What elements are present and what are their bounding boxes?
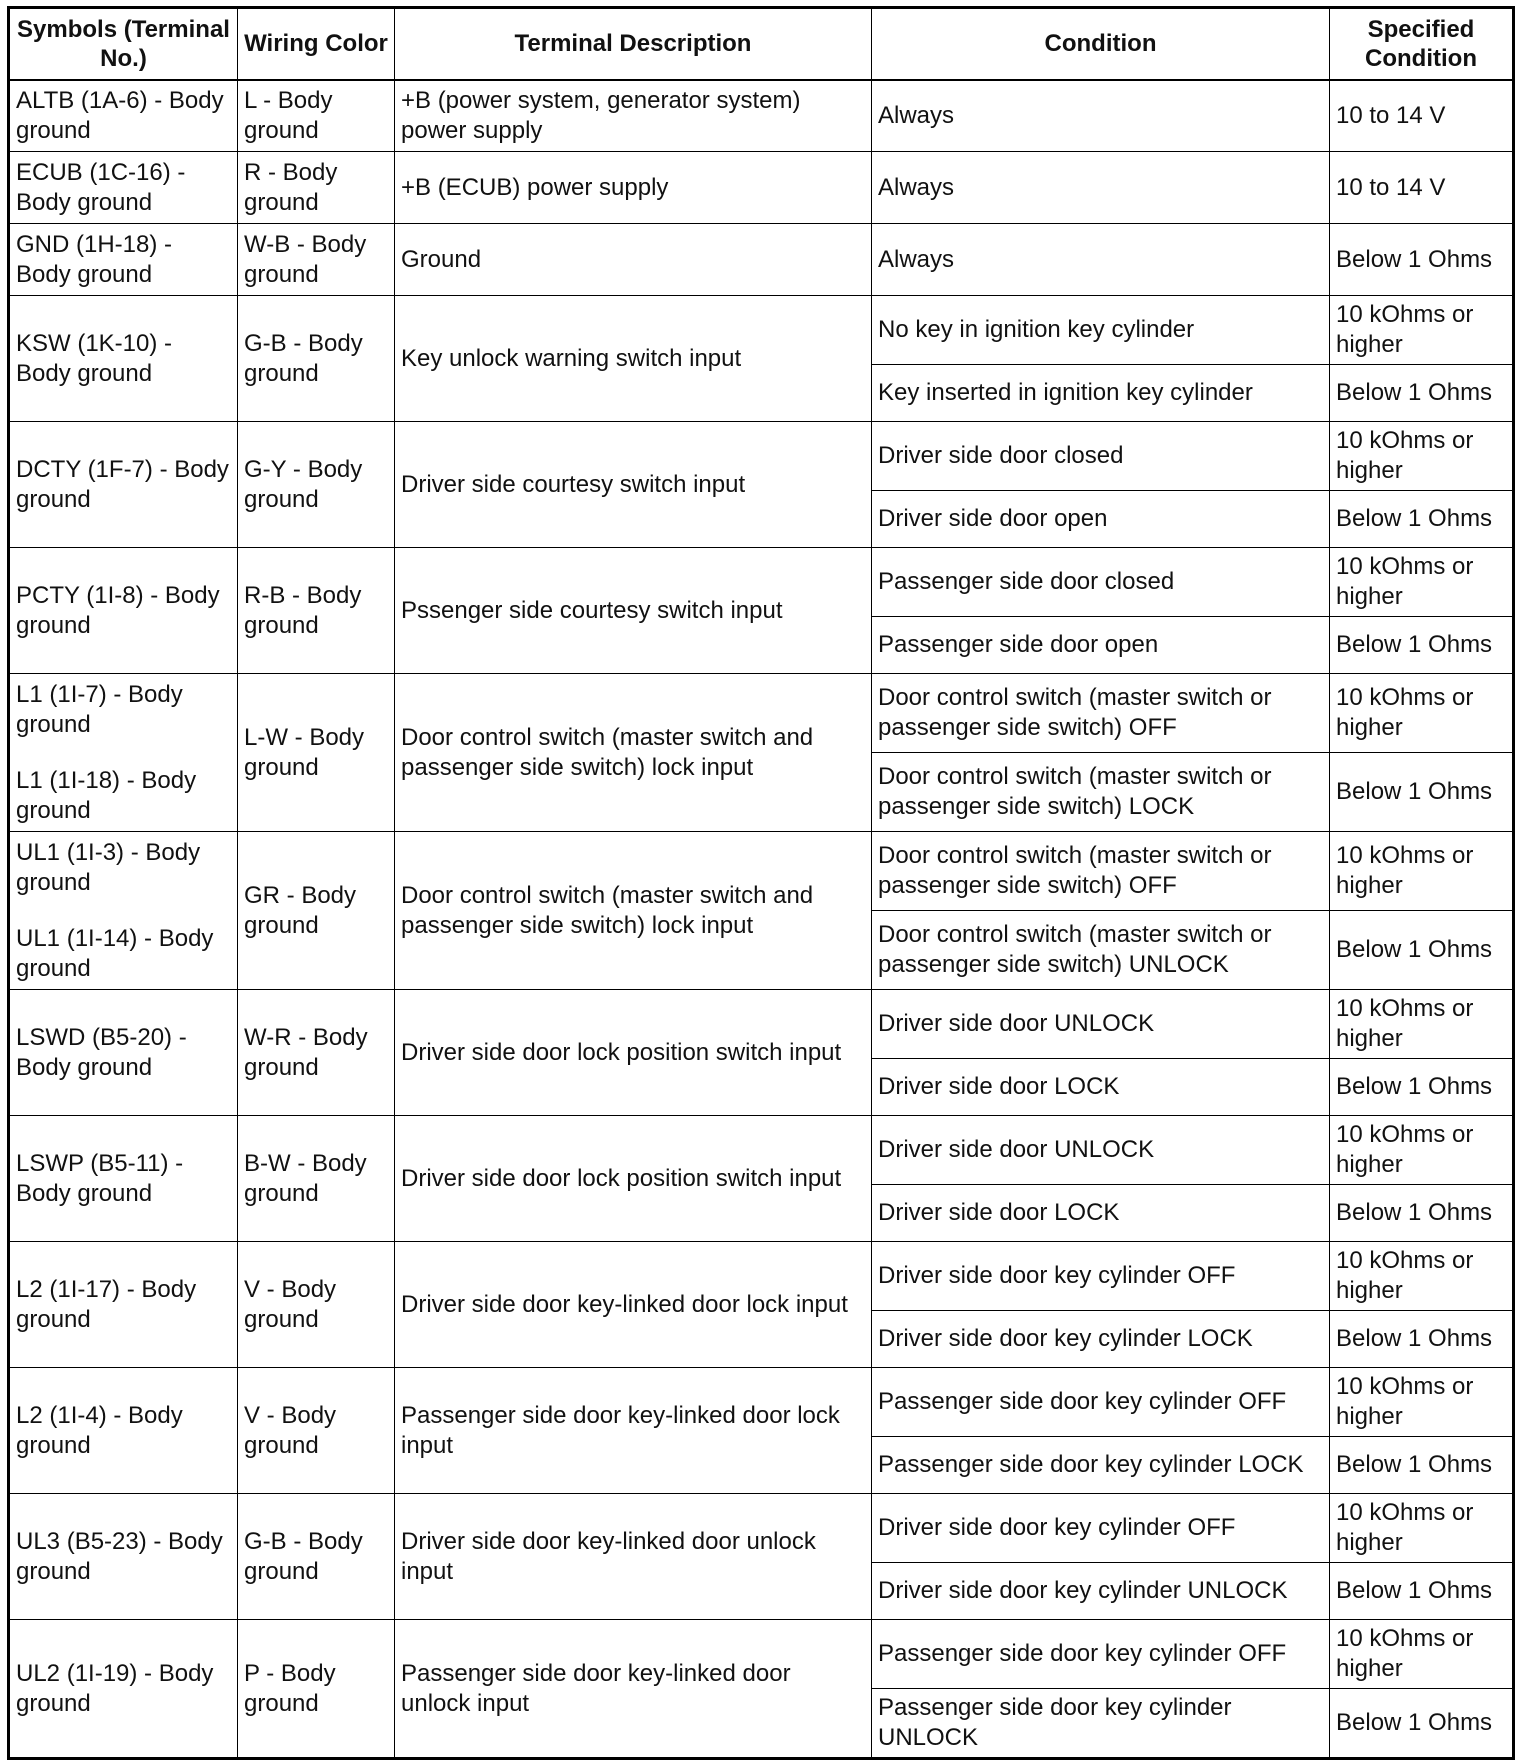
symbol-terminal: L2 (1I-4) - Body ground bbox=[16, 1401, 183, 1459]
symbol-terminal: KSW (1K-10) - Body ground bbox=[16, 329, 173, 387]
cell-wiring-color: R - Body ground bbox=[238, 152, 395, 224]
cell-terminal-description: Door control switch (master switch and passenger side switch) lock input bbox=[395, 674, 872, 832]
cell-condition: Driver side door UNLOCK bbox=[872, 1116, 1330, 1185]
cell-condition: Always bbox=[872, 80, 1330, 152]
header-wiring-color: Wiring Color bbox=[238, 8, 395, 80]
cell-terminal-description: Door control switch (master switch and passenger side switch) lock input bbox=[395, 832, 872, 990]
cell-specified-condition: 10 kOhms or higher bbox=[1330, 990, 1514, 1059]
cell-condition: Driver side door closed bbox=[872, 422, 1330, 491]
table-row bbox=[9, 1494, 1514, 1563]
symbol-terminal: L1 (1I-7) - Body ground bbox=[16, 680, 183, 738]
cell-specified-condition: 10 kOhms or higher bbox=[1330, 296, 1514, 365]
cell-condition: Passenger side door key cylinder LOCK bbox=[872, 1437, 1330, 1494]
header-condition: Condition bbox=[872, 8, 1330, 80]
cell-wiring-color: W-B - Body ground bbox=[238, 224, 395, 296]
cell-specified-condition: 10 kOhms or higher bbox=[1330, 1368, 1514, 1437]
cell-specified-condition: Below 1 Ohms bbox=[1330, 753, 1514, 832]
cell-specified-condition: Below 1 Ohms bbox=[1330, 1059, 1514, 1116]
cell-specified-condition: 10 kOhms or higher bbox=[1330, 1242, 1514, 1311]
header-terminal-description: Terminal Description bbox=[395, 8, 872, 80]
cell-symbols bbox=[9, 1368, 238, 1494]
cell-symbols bbox=[9, 1620, 238, 1759]
header-row bbox=[9, 8, 1514, 80]
cell-terminal-description: Passenger side door key-linked door lock input bbox=[395, 1368, 872, 1494]
cell-specified-condition: 10 to 14 V bbox=[1330, 152, 1514, 224]
cell-terminal-description: +B (power system, generator system) power supply bbox=[395, 80, 872, 152]
symbol-terminal: L2 (1I-17) - Body ground bbox=[16, 1275, 197, 1333]
symbol-terminal: PCTY (1I-8) - Body ground bbox=[16, 581, 220, 639]
cell-specified-condition: 10 kOhms or higher bbox=[1330, 422, 1514, 491]
cell-terminal-description: Driver side door lock position switch input bbox=[395, 1116, 872, 1242]
cell-symbols bbox=[9, 548, 238, 674]
symbol-terminal: L1 (1I-18) - Body ground bbox=[16, 766, 197, 824]
cell-specified-condition: Below 1 Ohms bbox=[1330, 617, 1514, 674]
symbol-terminal: UL1 (1I-3) - Body ground bbox=[16, 838, 201, 896]
cell-specified-condition: 10 kOhms or higher bbox=[1330, 1494, 1514, 1563]
cell-wiring-color: B-W - Body ground bbox=[238, 1116, 395, 1242]
cell-condition: Driver side door UNLOCK bbox=[872, 990, 1330, 1059]
cell-symbols bbox=[9, 224, 238, 296]
cell-wiring-color: V - Body ground bbox=[238, 1368, 395, 1494]
table-row bbox=[9, 296, 1514, 365]
cell-condition: Passenger side door key cylinder UNLOCK bbox=[872, 1689, 1330, 1759]
cell-condition: Passenger side door closed bbox=[872, 548, 1330, 617]
cell-specified-condition: Below 1 Ohms bbox=[1330, 224, 1514, 296]
cell-specified-condition: 10 kOhms or higher bbox=[1330, 1116, 1514, 1185]
symbol-terminal: ECUB (1C-16) - Body ground bbox=[16, 158, 186, 216]
cell-condition: Passenger side door open bbox=[872, 617, 1330, 674]
cell-condition: Door control switch (master switch or passenger side switch) UNLOCK bbox=[872, 911, 1330, 990]
cell-symbols bbox=[9, 832, 238, 990]
cell-terminal-description: Driver side courtesy switch input bbox=[395, 422, 872, 548]
cell-specified-condition: Below 1 Ohms bbox=[1330, 1311, 1514, 1368]
terminal-spec-table bbox=[7, 6, 1515, 1760]
table-row bbox=[9, 548, 1514, 617]
table-row bbox=[9, 152, 1514, 224]
cell-wiring-color: R-B - Body ground bbox=[238, 548, 395, 674]
cell-symbols bbox=[9, 990, 238, 1116]
cell-condition: Door control switch (master switch or passenger side switch) OFF bbox=[872, 832, 1330, 911]
table-row bbox=[9, 1116, 1514, 1185]
cell-wiring-color: L - Body ground bbox=[238, 80, 395, 152]
cell-condition: Passenger side door key cylinder OFF bbox=[872, 1368, 1330, 1437]
cell-wiring-color: L-W - Body ground bbox=[238, 674, 395, 832]
cell-specified-condition: Below 1 Ohms bbox=[1330, 1437, 1514, 1494]
table-row bbox=[9, 1368, 1514, 1437]
table-header bbox=[9, 8, 1514, 80]
table-body bbox=[9, 80, 1514, 1759]
cell-wiring-color: G-Y - Body ground bbox=[238, 422, 395, 548]
cell-condition: No key in ignition key cylinder bbox=[872, 296, 1330, 365]
cell-condition: Driver side door key cylinder LOCK bbox=[872, 1311, 1330, 1368]
cell-terminal-description: Passenger side door key-linked door unlock input bbox=[395, 1620, 872, 1759]
cell-specified-condition: Below 1 Ohms bbox=[1330, 1689, 1514, 1759]
cell-terminal-description: Driver side door lock position switch input bbox=[395, 990, 872, 1116]
header-specified-condition: Specified Condition bbox=[1330, 8, 1514, 80]
symbol-terminal: GND (1H-18) - Body ground bbox=[16, 230, 173, 288]
cell-terminal-description: Pssenger side courtesy switch input bbox=[395, 548, 872, 674]
cell-specified-condition: Below 1 Ohms bbox=[1330, 365, 1514, 422]
cell-terminal-description: Ground bbox=[395, 224, 872, 296]
table-row bbox=[9, 990, 1514, 1059]
cell-symbols bbox=[9, 1116, 238, 1242]
cell-wiring-color: P - Body ground bbox=[238, 1620, 395, 1759]
cell-condition: Driver side door key cylinder OFF bbox=[872, 1242, 1330, 1311]
table-row bbox=[9, 422, 1514, 491]
cell-terminal-description: +B (ECUB) power supply bbox=[395, 152, 872, 224]
cell-specified-condition: Below 1 Ohms bbox=[1330, 911, 1514, 990]
cell-specified-condition: 10 kOhms or higher bbox=[1330, 674, 1514, 753]
table-row bbox=[9, 674, 1514, 753]
cell-condition: Driver side door LOCK bbox=[872, 1185, 1330, 1242]
symbol-terminal: LSWD (B5-20) - Body ground bbox=[16, 1023, 187, 1081]
cell-condition: Passenger side door key cylinder OFF bbox=[872, 1620, 1330, 1689]
cell-condition: Door control switch (master switch or passenger side switch) OFF bbox=[872, 674, 1330, 753]
symbol-terminal: ALTB (1A-6) - Body ground bbox=[16, 86, 224, 144]
cell-specified-condition: 10 kOhms or higher bbox=[1330, 832, 1514, 911]
cell-terminal-description: Key unlock warning switch input bbox=[395, 296, 872, 422]
table-row bbox=[9, 1242, 1514, 1311]
symbol-terminal: UL3 (B5-23) - Body ground bbox=[16, 1527, 223, 1585]
cell-wiring-color: G-B - Body ground bbox=[238, 1494, 395, 1620]
cell-condition: Driver side door LOCK bbox=[872, 1059, 1330, 1116]
cell-symbols bbox=[9, 152, 238, 224]
cell-condition: Key inserted in ignition key cylinder bbox=[872, 365, 1330, 422]
cell-terminal-description: Driver side door key-linked door lock input bbox=[395, 1242, 872, 1368]
cell-condition: Always bbox=[872, 224, 1330, 296]
cell-wiring-color: V - Body ground bbox=[238, 1242, 395, 1368]
symbol-terminal: DCTY (1F-7) - Body ground bbox=[16, 455, 229, 513]
header-symbols: Symbols (Terminal No.) bbox=[9, 8, 238, 80]
symbol-terminal: UL2 (1I-19) - Body ground bbox=[16, 1659, 214, 1717]
cell-symbols bbox=[9, 1242, 238, 1368]
cell-wiring-color: G-B - Body ground bbox=[238, 296, 395, 422]
cell-condition: Driver side door open bbox=[872, 491, 1330, 548]
cell-terminal-description: Driver side door key-linked door unlock input bbox=[395, 1494, 872, 1620]
cell-symbols bbox=[9, 1494, 238, 1620]
cell-symbols bbox=[9, 674, 238, 832]
cell-specified-condition: 10 to 14 V bbox=[1330, 80, 1514, 152]
symbol-terminal: LSWP (B5-11) - Body ground bbox=[16, 1149, 184, 1207]
table-row bbox=[9, 1620, 1514, 1689]
table-row bbox=[9, 80, 1514, 152]
symbol-terminal: UL1 (1I-14) - Body ground bbox=[16, 924, 214, 982]
cell-condition: Driver side door key cylinder OFF bbox=[872, 1494, 1330, 1563]
cell-condition: Always bbox=[872, 152, 1330, 224]
cell-specified-condition: Below 1 Ohms bbox=[1330, 1563, 1514, 1620]
cell-symbols bbox=[9, 296, 238, 422]
cell-symbols bbox=[9, 80, 238, 152]
table-row bbox=[9, 224, 1514, 296]
cell-wiring-color: W-R - Body ground bbox=[238, 990, 395, 1116]
cell-wiring-color: GR - Body ground bbox=[238, 832, 395, 990]
cell-specified-condition: 10 kOhms or higher bbox=[1330, 548, 1514, 617]
cell-condition: Door control switch (master switch or passenger side switch) LOCK bbox=[872, 753, 1330, 832]
cell-specified-condition: Below 1 Ohms bbox=[1330, 1185, 1514, 1242]
cell-specified-condition: Below 1 Ohms bbox=[1330, 491, 1514, 548]
cell-symbols bbox=[9, 422, 238, 548]
cell-condition: Driver side door key cylinder UNLOCK bbox=[872, 1563, 1330, 1620]
table-row bbox=[9, 832, 1514, 911]
cell-specified-condition: 10 kOhms or higher bbox=[1330, 1620, 1514, 1689]
